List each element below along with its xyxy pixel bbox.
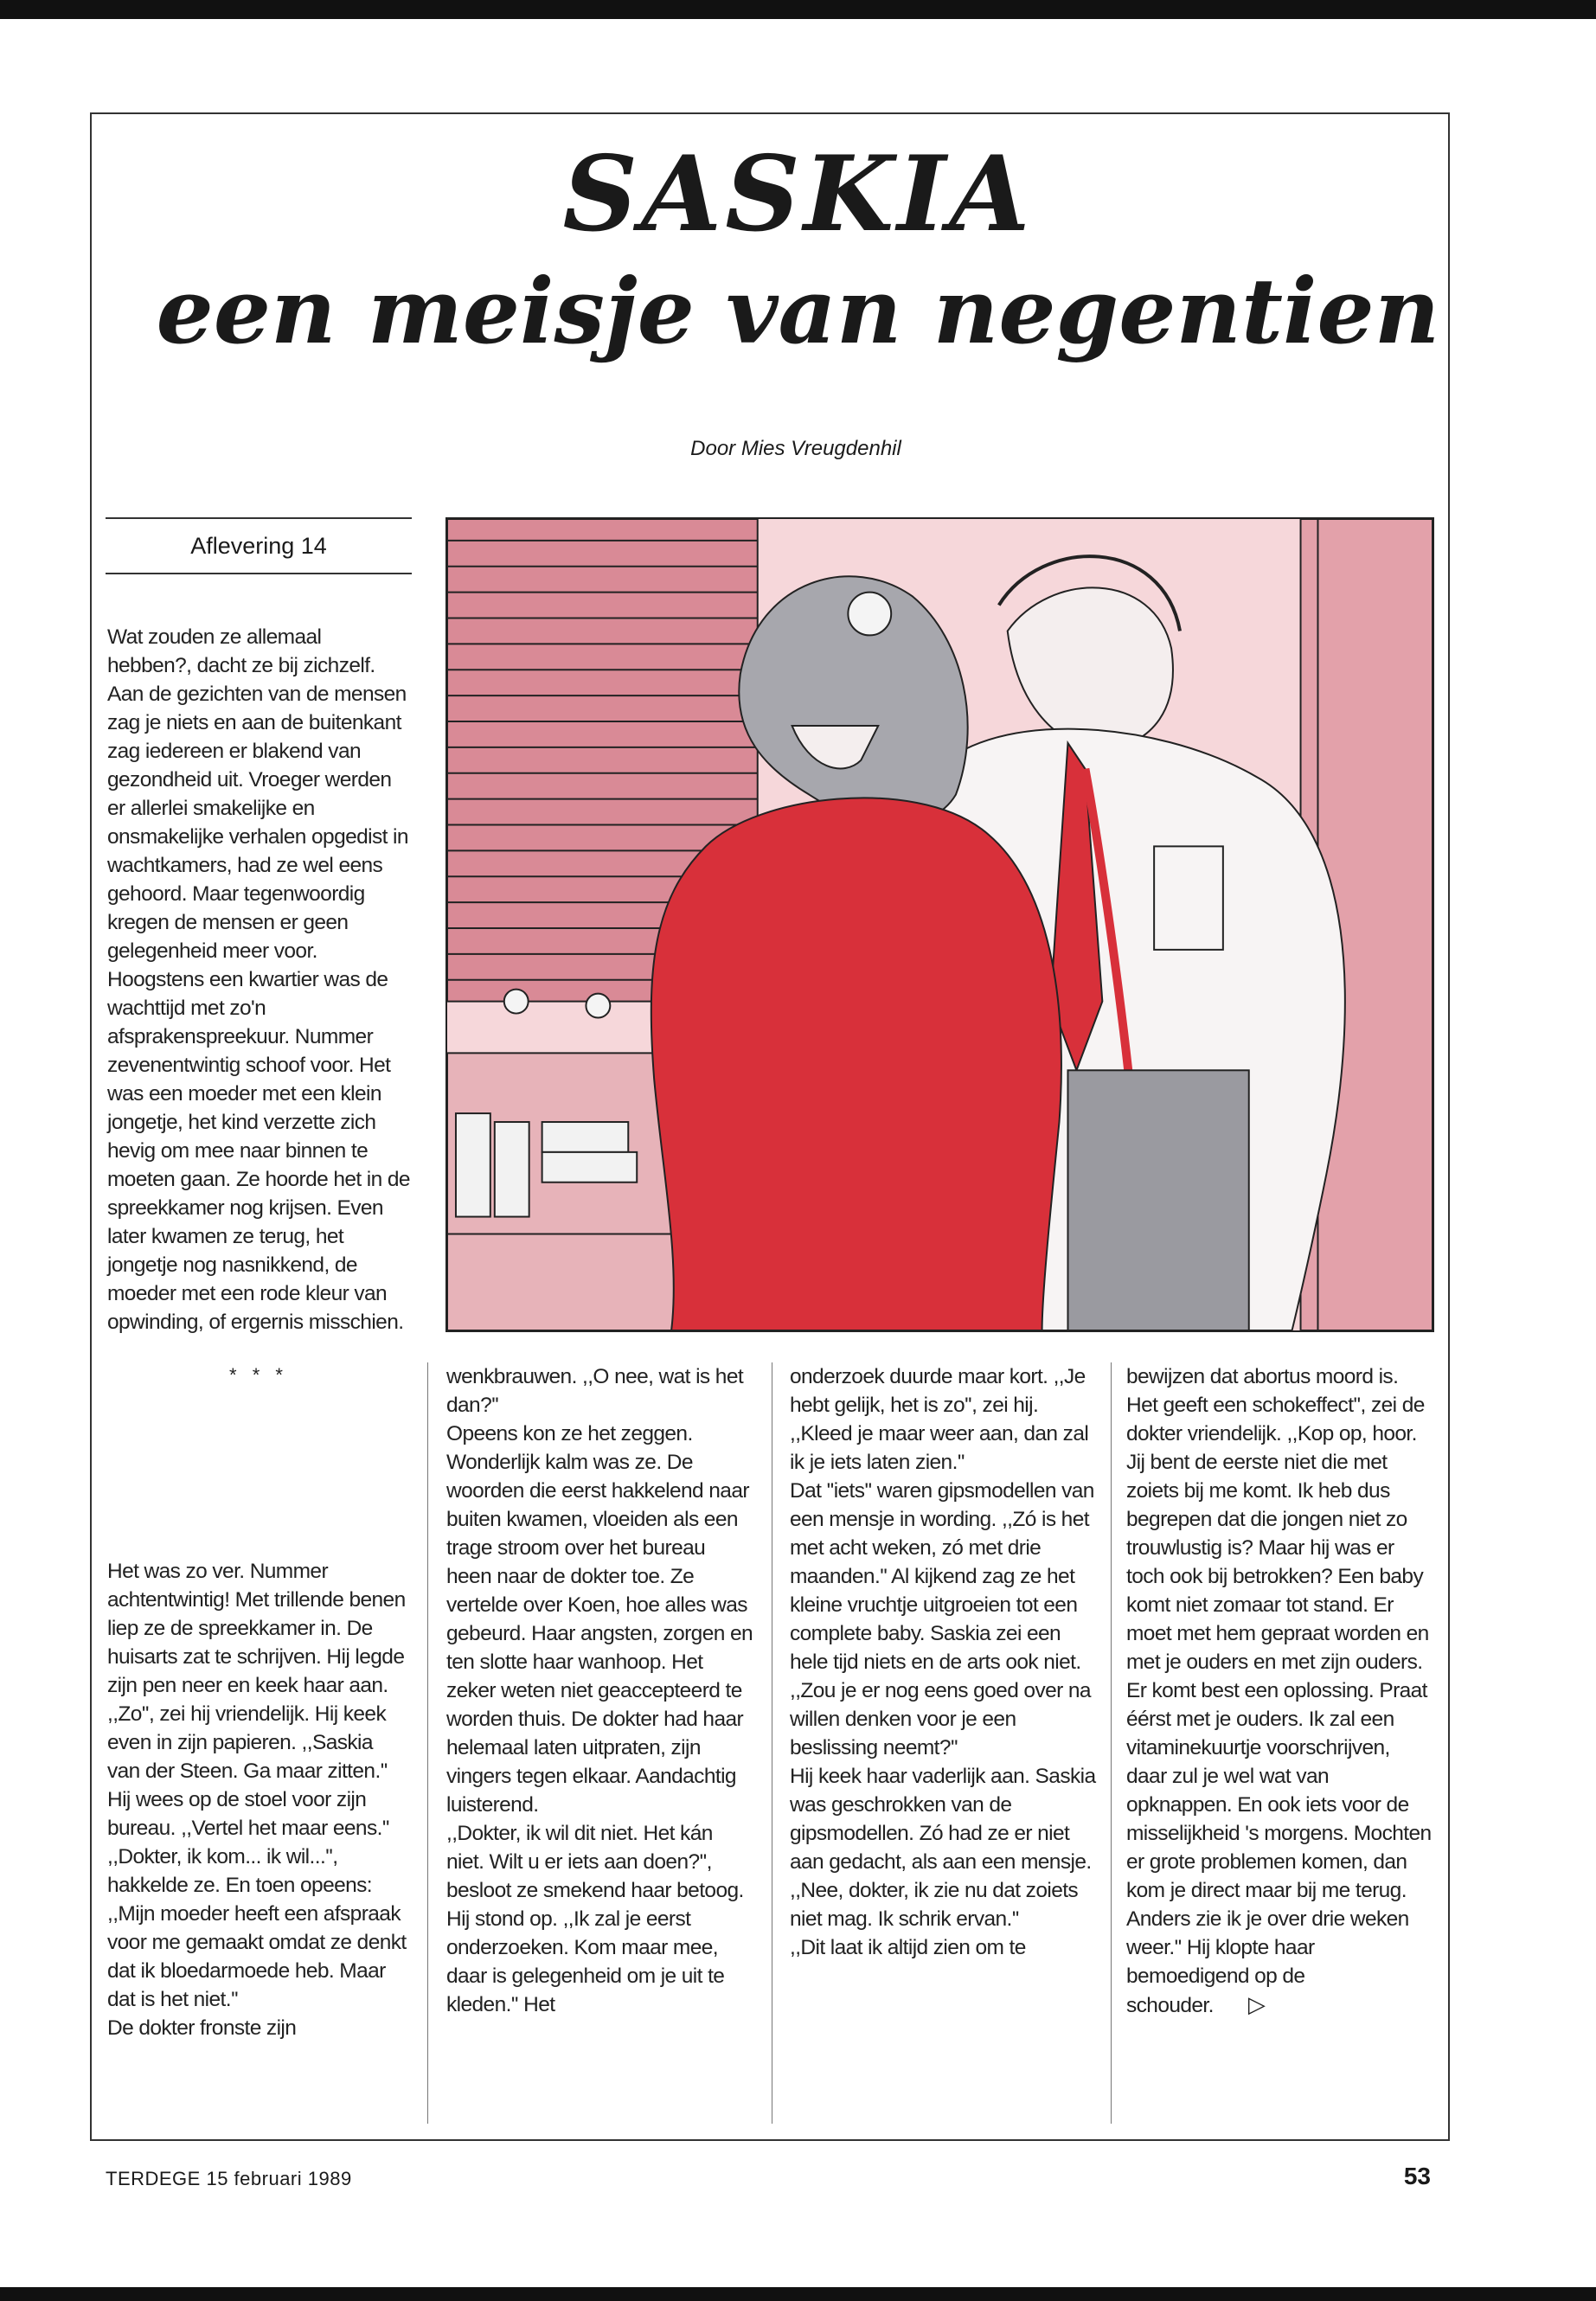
byline: Door Mies Vreugdenhil — [690, 437, 901, 460]
paragraph: Opeens kon ze het zeggen. Wonderlijk kalm was ze. De woorden die eerst hakkelend naar buiten kwamen, vloeiden als een trage stroom over het bureau heen naar de dokter toe. Ze vertelde over Koen, hoe alles was gebeurd. Haar angsten, zorgen en ten slotte haar wanhoop. Het zeker weten niet geaccepteerd te worden thuis. De dokter had haar helemaal laten uitpraten, zijn vingers tegen elkaar. Aandachtig luisterend. — [446, 1422, 753, 1817]
paragraph: Hij keek haar vaderlijk aan. Saskia was geschrokken van de gipsmodellen. Zó had ze er niet aan gedacht, als aan een mensje. — [790, 1765, 1096, 1874]
article-title: SASKIA — [562, 133, 1034, 255]
paragraph: onderzoek duurde maar kort. ,,Je hebt gelijk, het is zo'', zei hij. ,,Kleed je maar weer aan, dan zal ik je iets laten zien.'' — [790, 1365, 1089, 1474]
paragraph: ,,Dokter, ik wil dit niet. Het kán niet. Wilt u er iets aan doen?'', besloot ze smekend haar betoog. — [446, 1822, 744, 1902]
paragraph: Het was zo ver. Nummer achtentwintig! Met trillende benen liep ze de spreekkamer in. De huisarts zat te schrijven. Hij legde zijn pen neer en keek haar aan. — [107, 1560, 406, 1697]
publication-footer: TERDEGE 15 februari 1989 — [106, 2168, 352, 2189]
paragraph-text: bewijzen dat abortus moord is. Het geeft een schokeffect'', zei de dokter vriendelijk. ,,Kop op, hoor. Jij bent de eerste niet die met zoiets bij me komt. Ik heb dus begrepen dat die jongen niet zo trouwlustig is? Maar hij was er toch ook bij betrokken? Een baby komt niet zomaar tot stand. Er moet met hem gepraat worden en met je ouders en met zijn ouders. Er komt best een oplossing. Praat éérst met je ouders. Ik zal een vitaminekuurtje voorschrijven, daar zul je wel wat van opknappen. En ook iets voor de misselijkheid 's morgens. Mochten er grote problemen komen, dan kom je direct maar bij me terug. Anders zie ik je over drie weken weer.'' Hij klopte haar bemoedigend op de schouder. — [1126, 1365, 1432, 2017]
scan-top-edge — [0, 0, 1596, 19]
illustration-svg — [447, 519, 1433, 1330]
page-number: 53 — [1403, 2163, 1431, 2189]
paragraph — [1126, 1362, 1433, 2020]
column-2 — [446, 1362, 754, 2019]
column-4 — [1126, 1362, 1433, 2020]
paragraph: ,,Zo'', zei hij vriendelijk. Hij keek even in zijn papieren. ,,Saskia van der Steen. Ga maar zitten.'' Hij wees op de stoel voor zijn bureau. ,,Vertel het maar eens.'' — [107, 1702, 389, 1840]
paragraph: ,,Dokter, ik kom... ik wil...'', hakkelde ze. En toen opeens: ,,Mijn moeder heeft een afspraak voor me gemaakt omdat ze denkt dat ik bloedarmoede heb. Maar dat is het niet.'' — [107, 1845, 407, 2011]
column-1-bottom — [107, 1557, 410, 2042]
episode-text: Aflevering 14 — [190, 532, 327, 559]
continue-arrow-icon: ▷ — [1247, 1991, 1266, 2017]
doctor-and-patient-illustration-icon — [445, 517, 1434, 1332]
paragraph: Wat zouden ze allemaal hebben?, dacht ze bij zichzelf. Aan de gezichten van de mensen zag je niets en aan de buitenkant zag iedereen er blakend van gezondheid uit. Vroeger werden er allerlei smakelijke en onsmakelijke verhalen opgedist in wachtkamers, had ze wel eens gehoord. Maar tegenwoordig kregen de mensen er geen gelegenheid meer voor. Hoogstens een kwartier was de wachttijd met zo'n afsprakenspreekuur. Nummer zevenentwintig schoof voor. Het was een moeder met een klein jongetje, het kind verzette zich hevig om mee naar binnen te moeten gaan. Ze hoorde het in de spreekkamer nog krijsen. Even later kwamen ze terug, het jongetje nog nasnikkend, de moeder met een rode kleur van opwinding, of ergernis misschien. — [107, 625, 410, 1334]
paragraph: ,,Dit laat ik altijd zien om te — [790, 1936, 1026, 1959]
paragraph: Hij stond op. ,,Ik zal je eerst onderzoeken. Kom maar mee, daar is gelegenheid om je uit te kleden.'' Het — [446, 1907, 725, 2016]
paragraph: ,,Nee, dokter, ik zie nu dat zoiets niet mag. Ik schrik ervan.'' — [790, 1879, 1079, 1931]
paragraph: ,,Zou je er nog eens goed over na willen denken voor je een beslissing neemt?'' — [790, 1679, 1091, 1759]
column-3 — [790, 1362, 1096, 1962]
column-divider — [1111, 1362, 1112, 2124]
scan-bottom-edge — [0, 2287, 1596, 2301]
article-subtitle: een meisje van negentien — [156, 258, 1440, 364]
column-1-top — [107, 623, 410, 1413]
column-divider — [427, 1362, 428, 2124]
episode-label — [106, 517, 412, 574]
paragraph: wenkbrauwen. ,,O nee, wat is het dan?'' — [446, 1365, 744, 1417]
paragraph: Dat ''iets'' waren gipsmodellen van een mensje in wording. ,,Zó is het met acht weken, zó met drie maanden.'' Al kijkend zag ze het kleine vruchtje uitgroeien tot een complete baby. Saskia zei een hele tijd niets en de arts ook niet. — [790, 1479, 1094, 1674]
section-separator: * * * — [229, 1364, 288, 1386]
paragraph: De dokter fronste zijn — [107, 2016, 297, 2040]
